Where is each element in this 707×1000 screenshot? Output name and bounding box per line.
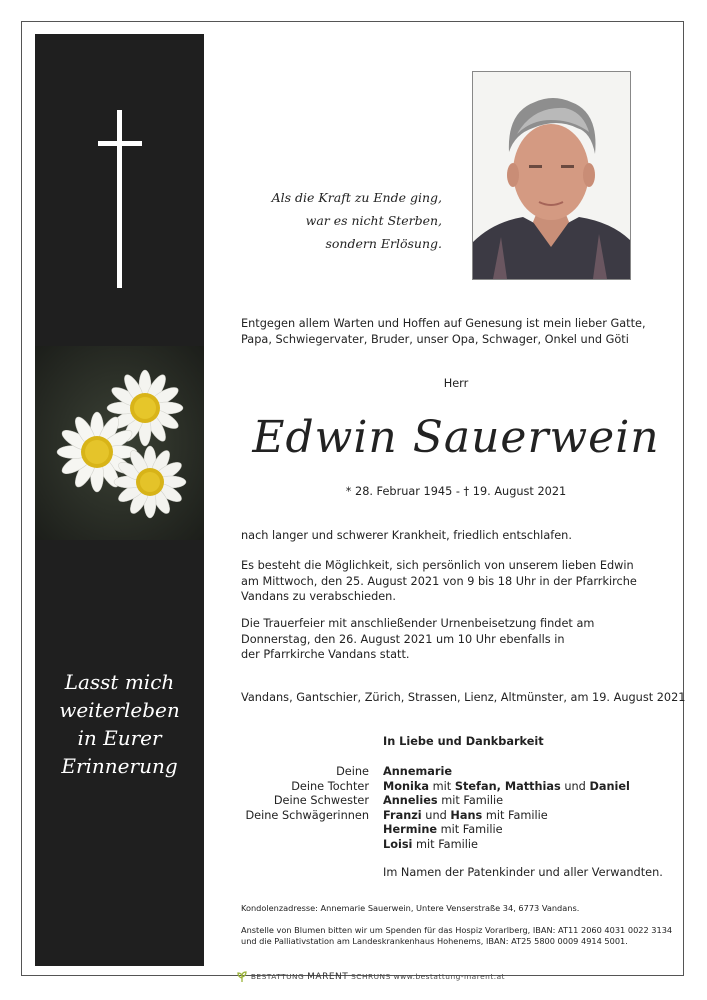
intro-text (241, 316, 646, 347)
footer-prefix: BESTATTUNG (250, 972, 305, 981)
funeral-line: Donnerstag, den 26. August 2021 um 10 Uhr ebenfalls in (241, 632, 565, 646)
mourner-names (383, 764, 452, 779)
mourner-connector: mit Familie (437, 794, 504, 807)
mourner-relation: Deine Schwester (273, 794, 369, 807)
intro-line: Entgegen allem Warten und Hoffen auf Genesung ist mein lieber Gatte, (241, 317, 646, 330)
mourner-connector: und (560, 779, 590, 793)
mourner-names (383, 779, 630, 794)
motto (268, 186, 442, 255)
funeral-text (241, 616, 594, 663)
cross-icon-bar (98, 141, 142, 146)
footer-brand: MARENT (307, 972, 349, 982)
mourner-connector: mit Familie (412, 837, 478, 851)
funeral-line: der Pfarrkirche Vandans statt. (241, 648, 410, 661)
mourner-connector: mit (429, 779, 455, 793)
mourner-name: Hermine (383, 823, 438, 836)
mourner-connector: mit Familie (437, 823, 503, 836)
daisy-flowers-image (35, 346, 204, 540)
intro-line: Papa, Schwiegervater, Bruder, unser Opa, Schwager, Onkel und Göti (241, 332, 629, 346)
donation-note (241, 925, 672, 947)
mourner-name: Monika (383, 779, 430, 793)
visitation-line: Vandans zu verabschieden. (241, 590, 396, 603)
visitation-text (241, 558, 637, 605)
mourner-name: Annelies (383, 794, 438, 807)
mourner-name: Daniel (589, 779, 630, 793)
deceased-name: Edwin Sauerwein (252, 412, 660, 463)
motto-line: Als die Kraft zu Ende ging, (271, 190, 442, 205)
life-dates: * 28. Februar 1945 - † 19. August 2021 (345, 485, 567, 498)
mourner-name: Stefan, Matthias (454, 779, 561, 793)
footer-url[interactable]: www.bestattung-marent.at (393, 972, 505, 981)
motto-line: sondern Erlösung. (325, 236, 442, 251)
footer-place: SCHRUNS (351, 972, 391, 981)
salutation: Herr (443, 377, 469, 390)
condolence-address: Kondolenzadresse: Annemarie Sauerwein, Untere Venserstraße 34, 6773 Vandans. (241, 903, 580, 913)
portrait-photo (472, 71, 631, 280)
mourner-connector: mit Familie (482, 808, 548, 822)
place-date: Vandans, Gantschier, Zürich, Strassen, Lienz, Altmünster, am 19. August 2021 (241, 691, 686, 704)
donation-line: Anstelle von Blumen bitten wir um Spenden für das Hospiz Vorarlberg, IBAN: AT11 2060 4031 0022 3134 (241, 925, 673, 935)
sidebar-quote-line: in Eurer (77, 726, 162, 750)
leaf-logo-icon (236, 971, 248, 983)
mourner-connector: und (421, 808, 451, 822)
mourners-closing: Im Namen der Patenkinder und aller Verwandten. (383, 866, 663, 879)
mourner-name: Franzi (383, 808, 422, 822)
passed-text: nach langer und schwerer Krankheit, friedlich entschlafen. (241, 529, 572, 542)
mourners-heading: In Liebe und Dankbarkeit (383, 735, 544, 748)
sidebar-quote-line: Lasst mich (64, 670, 175, 694)
motto-line: war es nicht Sterben, (305, 213, 442, 228)
cross-icon (117, 110, 122, 288)
visitation-line: am Mittwoch, den 25. August 2021 von 9 bis 18 Uhr in der Pfarrkirche (241, 574, 637, 588)
mourner-name: Annemarie (383, 765, 452, 778)
mourner-names (383, 808, 548, 823)
mourner-relation: Deine Tochter (291, 779, 369, 793)
mourner-names (383, 837, 478, 852)
mourner-relation: Deine (336, 765, 369, 778)
funeral-line: Die Trauerfeier mit anschließender Urnenbeisetzung findet am (241, 617, 595, 630)
sidebar-quote (35, 668, 204, 780)
mourner-names (383, 793, 503, 808)
donation-line: und die Palliativstation am Landeskrankenhaus Hohenems, IBAN: AT25 5800 0009 4914 5001. (241, 936, 628, 946)
sidebar-quote-line: Erinnerung (61, 754, 178, 778)
visitation-line: Es besteht die Möglichkeit, sich persönlich von unserem lieben Edwin (241, 559, 634, 572)
sidebar-quote-line: weiterleben (59, 698, 180, 722)
mourner-names (383, 822, 503, 837)
mourner-name: Loisi (383, 837, 413, 851)
mourner-name: Hans (450, 808, 483, 822)
mourner-relation: Deine Schwägerinnen (245, 808, 369, 822)
footer (236, 971, 505, 983)
